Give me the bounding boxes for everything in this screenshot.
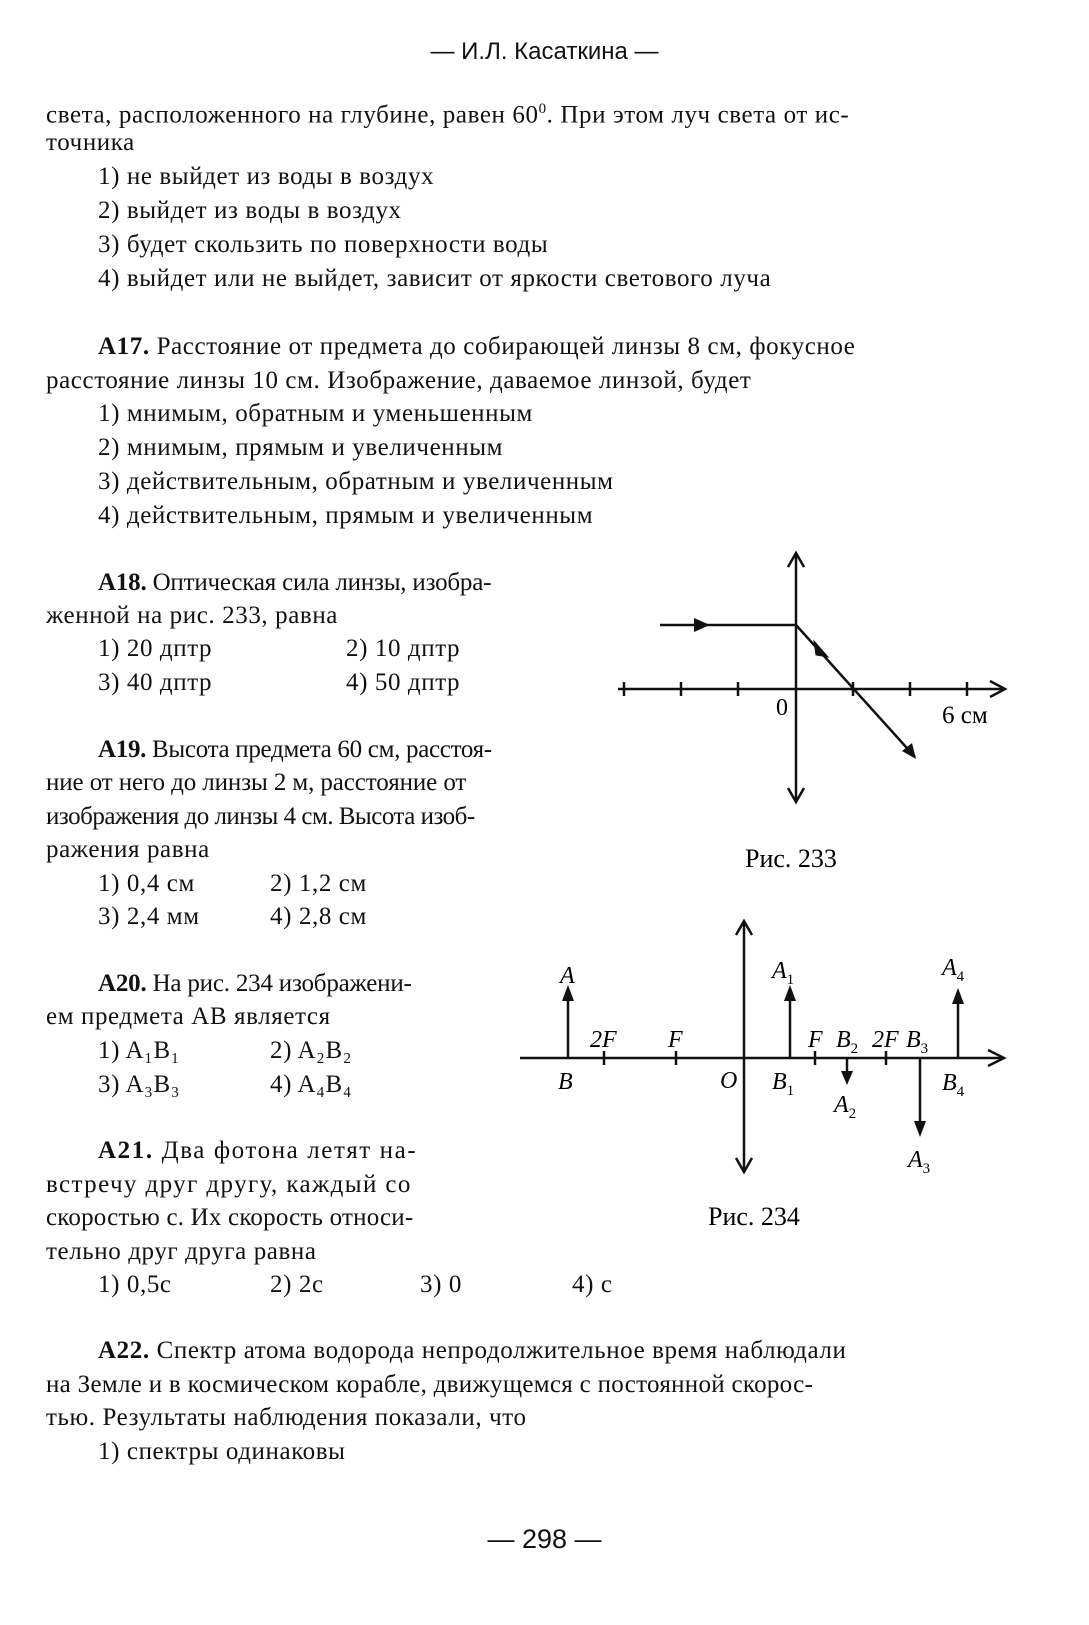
image-a2b2-arrow <box>841 1071 853 1085</box>
a22-option-1: 1) спектры одинаковы <box>98 1438 346 1465</box>
intro-option-1: 1) не выйдет из воды в воздух <box>98 163 435 190</box>
a21-line-2: встречу друг другу, каждый со <box>46 1171 412 1198</box>
intro-option-2: 2) выйдет из воды в воздух <box>98 197 402 224</box>
a17-line-2: расстояние линзы 10 см. Изображение, даваемое линзой, будет <box>46 367 752 394</box>
a22-number: А22. <box>98 1337 150 1364</box>
a21-line-4: тельно друг друга равна <box>46 1238 317 1265</box>
a20-option-4: 4) A₄B₄ <box>270 1071 353 1098</box>
a18-option-4: 4) 50 дптр <box>346 669 461 696</box>
a19-option-2: 2) 1,2 см <box>270 870 367 897</box>
a21-option-4: 4) c <box>572 1271 613 1298</box>
figure-233 <box>610 545 1020 885</box>
label-a2: $A_2$ <box>834 1092 857 1122</box>
a19-line-1-text: Высота предмета 60 см, расстоя- <box>146 736 492 763</box>
figure-234 <box>510 915 1020 1245</box>
a22-line-1 <box>98 1334 846 1368</box>
image-a4b4-arrow <box>952 988 964 1004</box>
label-b4: $B_4$ <box>942 1070 965 1100</box>
a20-option-3: 3) A₃B₃ <box>98 1071 181 1098</box>
a19-option-1: 1) 0,4 см <box>98 870 195 897</box>
a18-line-1-text: Оптическая сила линзы, изобра- <box>146 569 492 596</box>
intro-option-4: 4) выйдет или не выйдет, зависит от яркости светового луча <box>98 265 772 292</box>
a21-number: А21. <box>98 1137 154 1164</box>
a19-option-4: 4) 2,8 см <box>270 903 367 930</box>
label-f-right: F <box>808 1027 823 1053</box>
intro-line-2: точника <box>46 129 135 156</box>
label-a1: $A_1$ <box>772 958 795 988</box>
incident-ray-arrow <box>694 618 710 632</box>
a17-option-2: 2) мнимым, прямым и увеличенным <box>98 434 504 461</box>
a21-option-2: 2) 2c <box>270 1271 324 1298</box>
a20-line-1-text: На рис. 234 изображени- <box>146 970 412 997</box>
origin-label: 0 <box>776 695 788 721</box>
a18-option-3: 3) 40 дптр <box>98 669 213 696</box>
a22-line-2: на Земле и в космическом корабле, движущемся с постоянной скорос- <box>46 1371 814 1398</box>
refracted-ray-arrow-mid <box>814 641 828 657</box>
refracted-ray <box>796 625 915 757</box>
intro-option-3: 3) будет скользить по поверхности воды <box>98 231 549 258</box>
a17-option-4: 4) действительным, прямым и увеличенным <box>98 502 594 529</box>
label-b1: $B_1$ <box>772 1069 795 1099</box>
a20-number: А20. <box>98 970 147 997</box>
label-a: A <box>560 963 575 989</box>
intro-line-1-text: света, расположенного на глубине, равен 60 <box>46 101 539 129</box>
intro-line-1 <box>46 92 849 132</box>
a21-line-3: скоростью c. Их скорость относи- <box>46 1204 414 1231</box>
intro-line-1-tail: . При этом луч света от ис- <box>546 101 850 129</box>
label-a4: $A_4$ <box>942 955 965 985</box>
degree-superscript: 0 <box>538 101 547 117</box>
label-o: O <box>720 1068 738 1094</box>
a21-line-1-text: Два фотона летят на- <box>153 1137 418 1164</box>
a21-option-3: 3) 0 <box>420 1271 462 1298</box>
page-number: — 298 — <box>487 1524 602 1554</box>
a22-line-3: тью. Результаты наблюдения показали, что <box>46 1404 527 1431</box>
scale-label: 6 см <box>942 702 988 729</box>
a21-line-1 <box>98 1134 417 1168</box>
a18-option-1: 1) 20 дптр <box>98 635 213 662</box>
label-a3: $A_3$ <box>908 1147 931 1177</box>
a17-option-1: 1) мнимым, обратным и уменьшенным <box>98 400 533 427</box>
a19-line-4: ражения равна <box>46 836 210 863</box>
a17-option-3: 3) действительным, обратным и увеличенным <box>98 468 614 495</box>
a19-option-3: 3) 2,4 мм <box>98 903 200 930</box>
figure-234-caption: Рис. 234 <box>708 1202 800 1231</box>
label-b2: $B_2$ <box>836 1027 859 1057</box>
a20-line-2: ем предмета АВ является <box>46 1003 331 1030</box>
a19-number: А19. <box>98 736 147 763</box>
a22-line-1-text: Спектр атома водорода непродолжительное время наблюдали <box>149 1337 847 1364</box>
a19-line-1 <box>98 733 492 767</box>
a20-line-1 <box>98 967 412 1001</box>
a17-line-1 <box>98 330 856 364</box>
a18-number: А18. <box>98 569 147 596</box>
a19-line-3: изображения до линзы 4 см. Высота изоб- <box>46 803 475 830</box>
label-b: B <box>558 1069 573 1095</box>
label-2f-right: 2F <box>872 1027 899 1053</box>
label-b3: $B_3$ <box>906 1027 929 1057</box>
image-a3b3-arrow <box>914 1121 926 1137</box>
figure-233-caption: Рис. 233 <box>745 844 837 873</box>
a21-option-1: 1) 0,5c <box>98 1271 172 1298</box>
a18-line-1 <box>98 566 491 600</box>
label-f-left: F <box>668 1027 683 1053</box>
a18-option-2: 2) 10 дптр <box>346 635 461 662</box>
label-2f-left: 2F <box>590 1027 617 1053</box>
a19-line-2: ние от него до линзы 2 м, расстояние от <box>46 769 467 796</box>
running-header: — И.Л. Касаткина — <box>430 38 659 65</box>
a17-number: А17. <box>98 333 150 360</box>
a20-option-1: 1) A₁B₁ <box>98 1037 181 1064</box>
a18-line-2: женной на рис. 233, равна <box>46 602 339 629</box>
a20-option-2: 2) A₂B₂ <box>270 1037 353 1064</box>
a17-line-1-text: Расстояние от предмета до собирающей линзы 8 см, фокусное <box>149 333 856 360</box>
